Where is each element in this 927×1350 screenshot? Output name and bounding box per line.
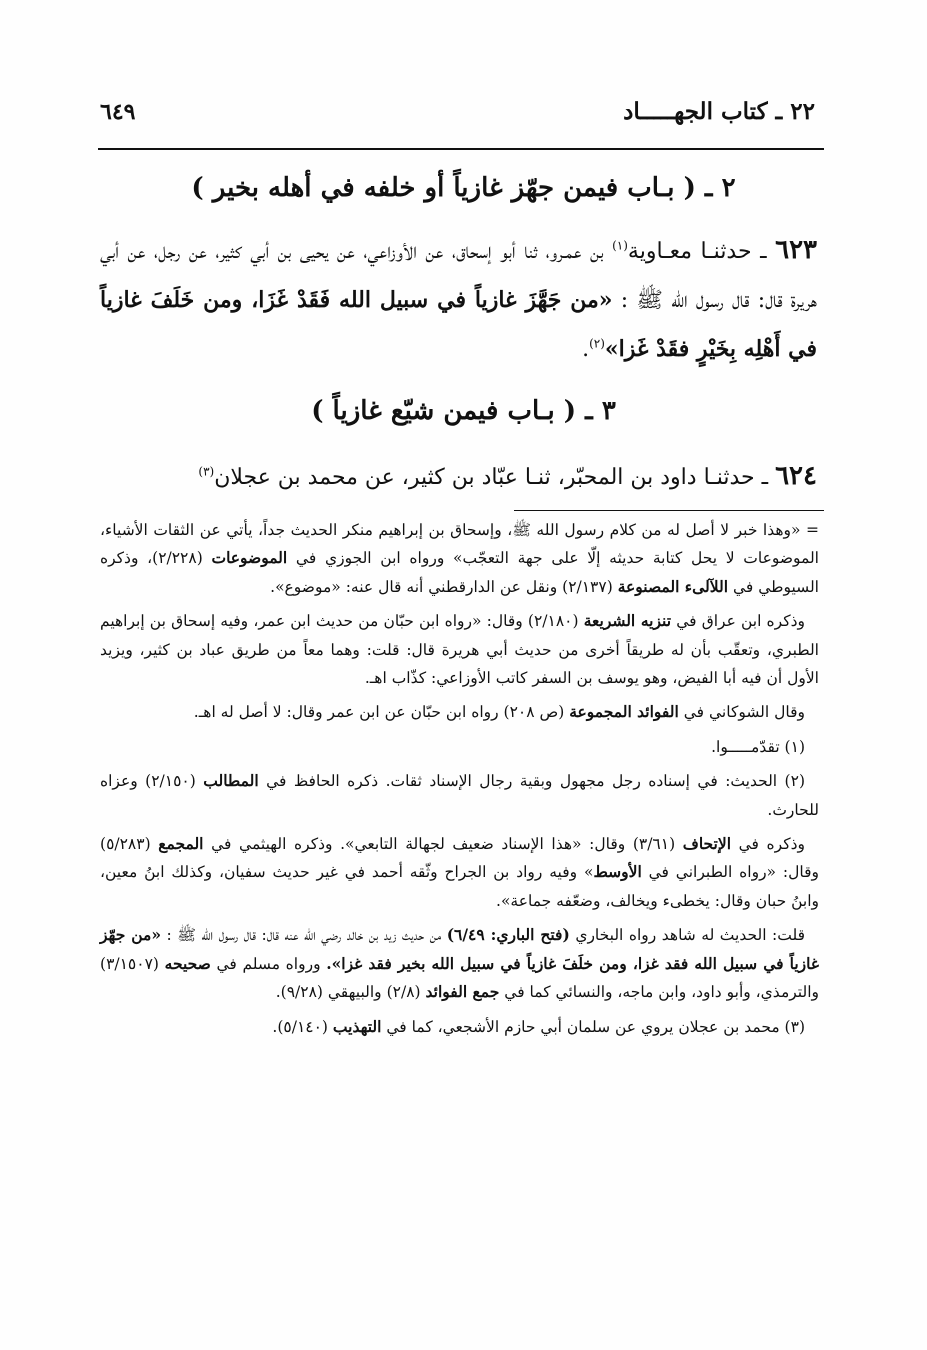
note-text: ورواه مسلم في bbox=[216, 954, 321, 973]
section-title-3: ٣ ـ ( بـاب فيمن شيّع غازياً ) bbox=[311, 396, 616, 426]
book-title: المطالب bbox=[203, 771, 259, 791]
period: . bbox=[582, 337, 590, 362]
note-text: (٣/٦١) وقال: «هذا الإسناد ضعيف لجهالة التابعي». وذكره الهيثمي في bbox=[211, 835, 676, 854]
note-text: = «وهذا خبر لا أصل له من كلام رسول الله ﷺ، وإسحاق بن إبراهيم منكر الحديث جداً، يأتي عن الثقات الأشياء، الموضوعات لا يحل كتابة حديثه إلّا على جهة التعجّب» ورواه ابن الجوزي في bbox=[100, 521, 819, 568]
matn-text: «من جَهَّزَ غازياً في سبيل الله فَقَدْ غَزَا، ومن خَلَفَ غازياً في أَهْلِه بِخَيْرٍ فقَدْ غَزا» bbox=[100, 287, 817, 362]
footnotes bbox=[100, 516, 819, 1047]
section-title-2: ٢ ـ ( بـاب فيمن جهّز غازياً أو خلفه في أهله بخير ) bbox=[191, 173, 736, 203]
note-text: (٢/٢٢٨)، وذكره السيوطي في bbox=[100, 549, 819, 596]
footnote-paragraph bbox=[100, 698, 819, 726]
note-text: » وفيه رواد بن الجراح وثّقه أحمد في غير حديث سفيان، وكذلك ابنُ معين، وابنُ حبان وقال: يخطىء ويخالف، وضعّفه جماعة». bbox=[100, 863, 819, 910]
note-text: (٢) الحديث: في إسناده رجل مجهول وبقية رجال الإسناد ثقات. ذكره الحافظ في bbox=[266, 772, 805, 791]
hadith-624 bbox=[100, 452, 817, 502]
quoted-hadith: «من جهّز غازياً في سبيل الله فقد غزا، ومن خلَفَ غازياً في سبيل الله بخير فقد غزا». bbox=[100, 925, 819, 973]
running-title: ٢٢ ـ كتاب الجهـــــاد bbox=[623, 98, 815, 125]
note-text: (٣/١٥٠٧) والترمذي، وأبو داود، وابن ماجه، والنسائي كما في bbox=[100, 954, 819, 1002]
note-text: من حديث زيد بن خالد رضي الله عنه قال: قال رسول الله ﷺ : bbox=[166, 926, 442, 945]
book-title: التهذيب bbox=[332, 1016, 382, 1036]
isnad-text: بن عمـرو، ثنا أبو إسحاق، عن الأوزاعي، عن يحيى بن أبي كثير، عن رجل، عن أبي هريرة قال: قال رسول الله ﷺ : bbox=[100, 239, 817, 313]
note-text: قلت: الحديث له شاهد رواه البخاري bbox=[575, 926, 805, 945]
book-title: الإتحاف bbox=[682, 834, 732, 854]
book-title: صحيحه bbox=[164, 953, 211, 973]
book-title: اللآلىء المصنوعة bbox=[617, 576, 728, 596]
footnote-3 bbox=[100, 1013, 819, 1041]
footnote-ref-1: (١) bbox=[612, 238, 628, 253]
book-title: الأوسط bbox=[593, 862, 642, 882]
hadith-number: ٦٢٣ bbox=[775, 235, 818, 265]
footnote-paragraph bbox=[100, 607, 819, 692]
note-text: (ص ٢٠٨) رواه ابن حبّان عن ابن عمر وقال: لا أصل له اهـ. bbox=[193, 703, 565, 722]
footnote-continuation bbox=[100, 516, 819, 601]
hadith-623 bbox=[100, 226, 817, 374]
footnote-ref-3: (٣) bbox=[198, 464, 215, 479]
isnad-text: ـ حدثنـا داود بن المحبّر، ثنـا عبّاد بن كثير، عن محمد بن عجلان bbox=[214, 465, 769, 490]
note-text: (٢/١٥٠) وعزاه للحارث. bbox=[100, 772, 819, 819]
note-text: (٣) محمد بن عجلان يروي عن سلمان أبي حازم الأشجعي، كما في bbox=[386, 1017, 805, 1036]
footnote-ref-2: (٢) bbox=[589, 336, 605, 351]
book-title: الموضوعات bbox=[211, 548, 288, 568]
footnote-1: (١) تقدّمـــــوا. bbox=[711, 737, 805, 756]
footnote-paragraph bbox=[100, 830, 819, 915]
note-text: (٥/٢٨٣) وقال: «رواه الطبراني في bbox=[100, 835, 819, 882]
header-rule bbox=[98, 148, 824, 150]
footnote-rule bbox=[514, 510, 824, 511]
book-title: (فتح الباري: ٦/٤٩) bbox=[446, 925, 570, 945]
book-title: الفوائد المجموعة bbox=[569, 702, 679, 722]
footnote-paragraph bbox=[100, 921, 819, 1006]
book-title: تنزيه الشريعة bbox=[583, 611, 672, 631]
book-title: جمع الفوائد bbox=[425, 982, 500, 1002]
note-text: (٥/١٤٠). bbox=[272, 1017, 328, 1036]
isnad-text: ـ حدثنـا معـاوية bbox=[627, 239, 767, 264]
footnote-2 bbox=[100, 767, 819, 824]
book-title: المجمع bbox=[158, 834, 204, 854]
note-text: (٢/١٣٧) ونقل عن الدارقطني أنه قال عنه: «موضوع». bbox=[270, 577, 613, 596]
note-text: (٢/١٨٠) وقال: «رواه ابن حبّان من حديث ابن عمر، وفيه إسحاق بن إبراهيم الطبري، وتعقّب بأن له طريقاً أخرى من حديث أبي هريرة قال: قلت: وهما معاً من طريق عباد بن كثير، ويزيد الأول أن فيه أبا الفيض، وهو يوسف بن السفر كاتب الأوزاعي: كذّاب اهـ. bbox=[100, 612, 819, 688]
note-text: وقال الشوكاني في bbox=[683, 703, 805, 722]
note-text: وذكره في bbox=[738, 835, 805, 854]
hadith-number: ٦٢٤ bbox=[775, 461, 817, 491]
page-number: ٦٤٩ bbox=[100, 99, 136, 125]
note-text: وذكره ابن عراق في bbox=[676, 612, 806, 631]
note-text: (٢/٨) والبيهقي (٩/٢٨). bbox=[275, 983, 421, 1002]
